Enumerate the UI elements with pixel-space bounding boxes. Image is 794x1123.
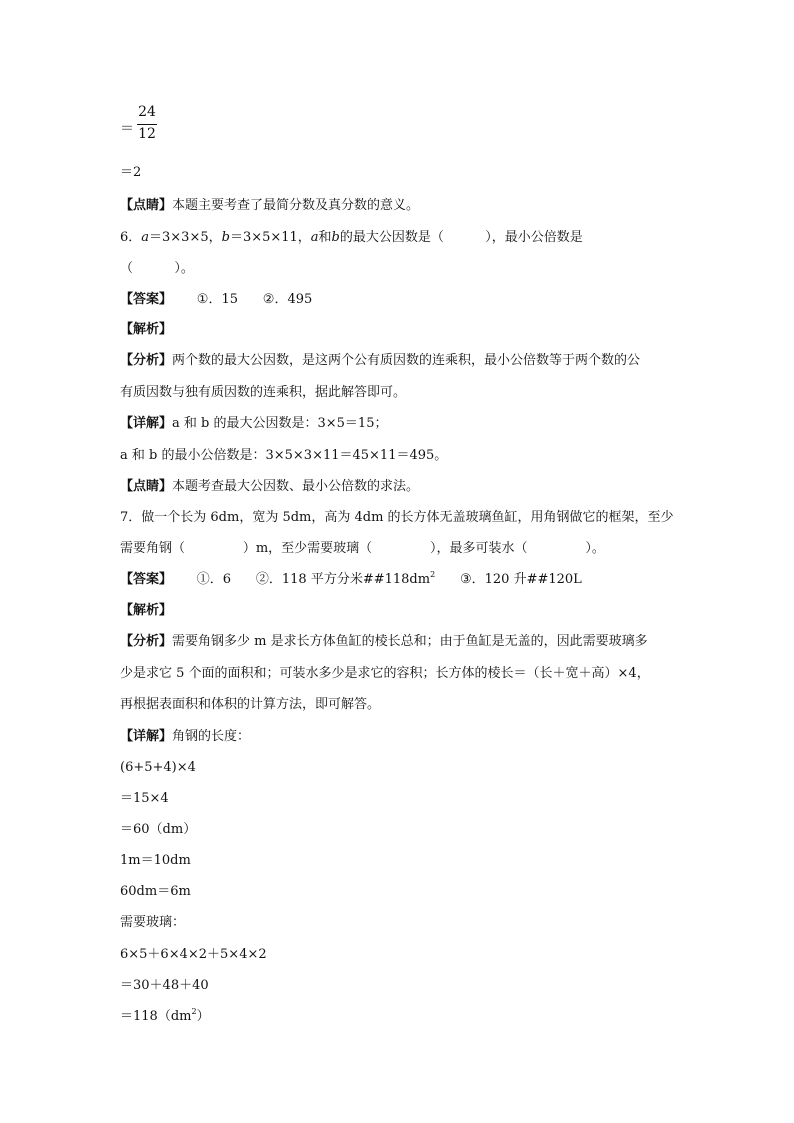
calc-line: ＝30＋48＋40	[120, 978, 209, 993]
equals-sign: ＝	[120, 121, 134, 137]
question-6-line-1: 6．𝑎＝3×3×5，𝑏＝3×5×11，𝑎和𝑏的最大公因数是（ ），最小公倍数是	[120, 230, 583, 245]
result-line: ＝2	[120, 165, 142, 180]
calc-text: ）	[196, 1009, 210, 1024]
analysis-line-1-q6	[120, 351, 640, 371]
superscript-2: 2	[191, 1007, 197, 1016]
analysis-line-2-q6: 有质因数与独有质因数的连乘积，据此解答即可。	[120, 385, 407, 400]
comment-label: 【点睛】	[120, 198, 173, 213]
comment-text: 本题主要考查了最简分数及真分数的意义。	[172, 198, 420, 213]
detail-line-1-q6	[120, 414, 387, 434]
detail-text: 角钢的长度：	[172, 729, 251, 744]
fraction-denominator: 12	[138, 126, 156, 142]
calc-line	[120, 1007, 210, 1027]
answer-text-part-2: ③．120 升##120L	[435, 572, 582, 587]
analysis-text: 需要角钢多少 m 是求长方体鱼缸的棱长总和；由于鱼缸是无盖的，因此需要玻璃多	[172, 634, 648, 649]
calc-line: 60dm＝6m	[120, 884, 191, 899]
fraction-numerator: 24	[138, 104, 156, 120]
answer-line-q6	[120, 290, 312, 310]
question-7-line-1: 7．做一个长为 6dm，宽为 5dm，高为 4dm 的长方体无盖玻璃鱼缸，用角钢做它的框架，至少	[120, 510, 674, 525]
calc-line: ＝60（dm）	[120, 822, 197, 837]
analysis-text: 两个数的最大公因数，是这两个公有质因数的连乘积，最小公倍数等于两个数的公	[172, 353, 641, 368]
answer-text: ①．15 ②．495	[172, 292, 313, 307]
answer-text-part-1: ①．6 ②．118 平方分米##118dm	[172, 572, 431, 587]
analysis-line-1-q7	[120, 632, 648, 652]
superscript-2: 2	[430, 570, 436, 579]
answer-label: 【答案】	[120, 292, 173, 307]
analysis-sub-label: 【分析】	[120, 634, 173, 649]
calc-text: ＝118（dm	[120, 1009, 192, 1024]
detail-label: 【详解】	[120, 416, 173, 431]
analysis-label-q6: 【解析】	[120, 322, 173, 337]
calc-line: 需要玻璃：	[120, 915, 186, 930]
detail-line-1-q7	[120, 727, 250, 747]
comment-label: 【点睛】	[120, 479, 173, 494]
analysis-label-q7: 【解析】	[120, 603, 173, 618]
calc-line: ＝15×4	[120, 791, 169, 806]
question-6-line-2: （ ）。	[120, 261, 194, 276]
analysis-sub-label: 【分析】	[120, 353, 173, 368]
detail-line-2-q6: a 和 b 的最小公倍数是：3×5×3×11＝45×11＝495。	[120, 448, 448, 463]
comment-text: 本题考查最大公因数、最小公倍数的求法。	[172, 479, 420, 494]
question-7-line-2: 需要角钢（ ）m，至少需要玻璃（ ），最多可装水（ ）。	[120, 541, 605, 556]
calc-line: 1m＝10dm	[120, 853, 191, 868]
fraction-bar	[137, 124, 157, 125]
comment-line-q5	[120, 196, 419, 216]
calc-line: 6×5＋6×4×2＋5×4×2	[120, 947, 267, 962]
answer-label: 【答案】	[120, 572, 173, 587]
analysis-line-3-q7: 再根据表面积和体积的计算方法，即可解答。	[120, 697, 381, 712]
comment-line-q6	[120, 477, 419, 497]
analysis-line-2-q7: 少是求它 5 个面的面积和；可装水多少是求它的容积；长方体的棱长＝（长＋宽＋高）×4，	[120, 666, 650, 681]
detail-text: a 和 b 的最大公因数是：3×5＝15；	[172, 416, 388, 431]
detail-label: 【详解】	[120, 729, 173, 744]
calc-line: (6+5+4)×4	[120, 760, 196, 775]
answer-line-q7	[120, 570, 582, 590]
